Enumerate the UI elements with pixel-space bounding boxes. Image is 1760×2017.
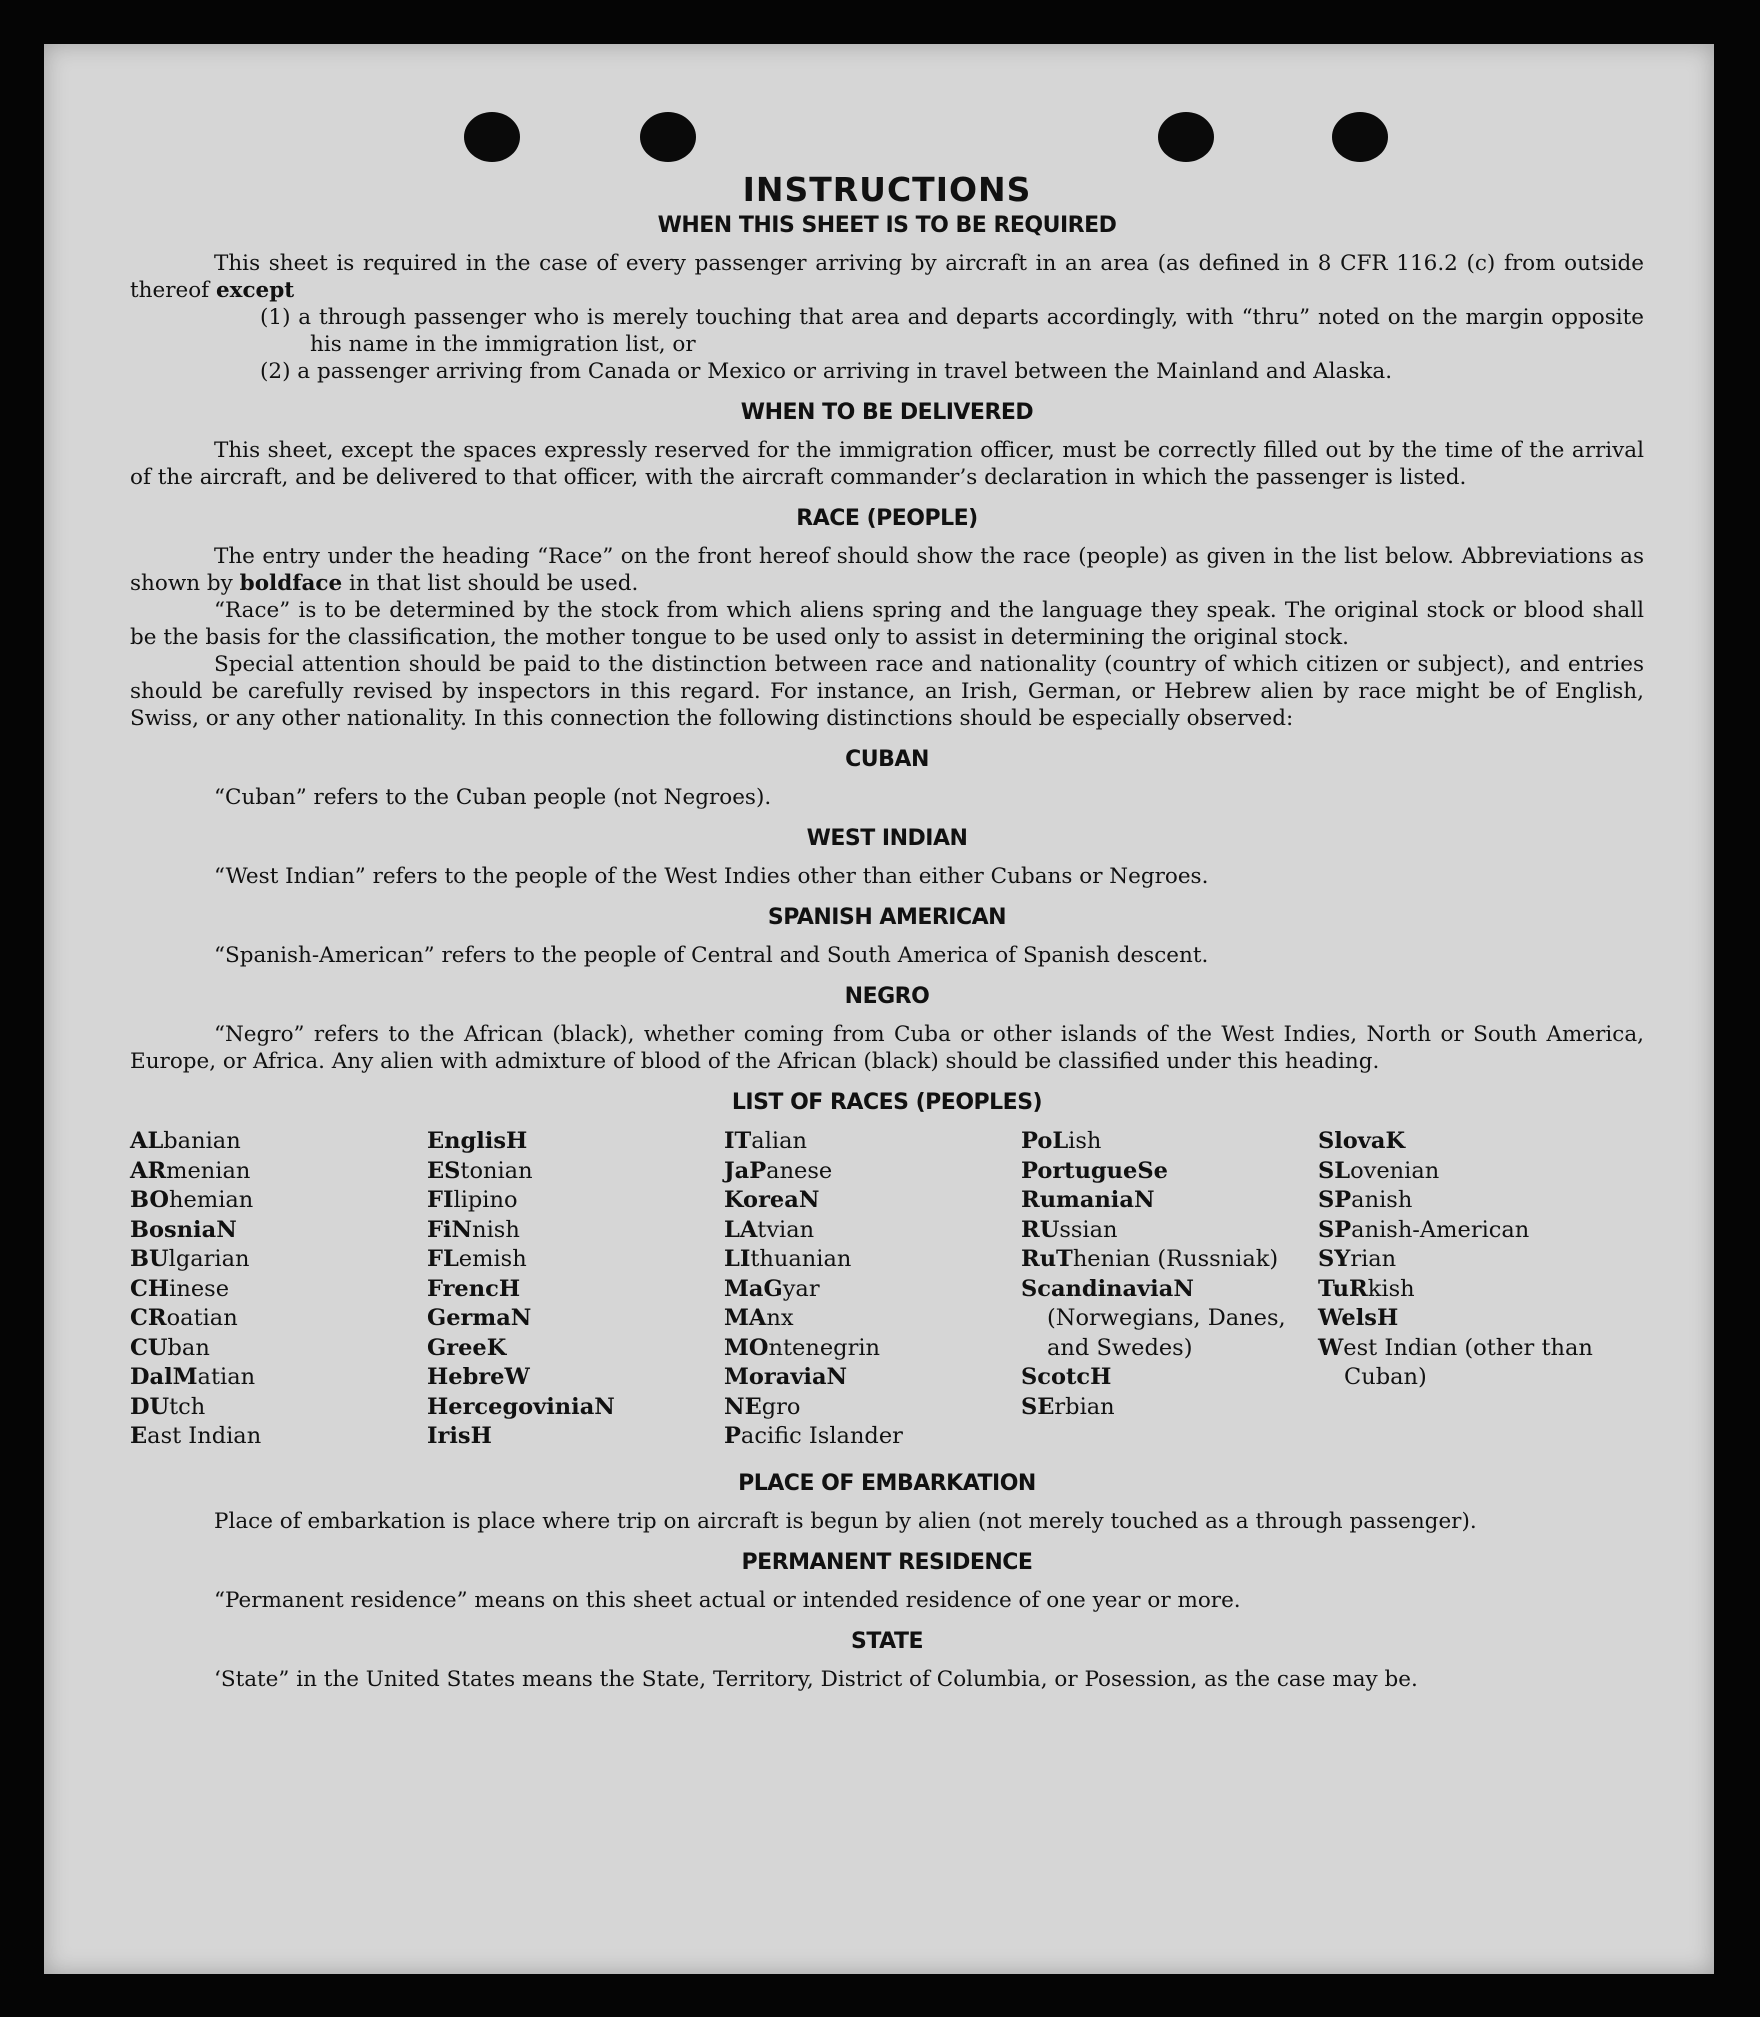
race-entry: [1021, 1245, 1318, 1275]
race-abbrev: SY: [1318, 1246, 1351, 1272]
race-abbrev: Wels: [1318, 1305, 1377, 1331]
race-abbrev: MA: [724, 1305, 767, 1331]
race-rest: atian: [197, 1364, 256, 1390]
race-abbrev: Scotc: [1021, 1364, 1091, 1390]
race-abbrev: LA: [724, 1216, 758, 1243]
race-abbrev: SP: [1318, 1216, 1352, 1243]
race-abbrev: W: [1318, 1334, 1344, 1361]
race-abbrev-end: H: [1090, 1364, 1112, 1390]
delivered-paragraph: This sheet, except the spaces expressly reserved for the immigration officer, must be correctly filled out by the time of the arrival of the aircraft, and be delivered to that officer, with the aircraft commander’s declaration in which the passenger is listed.: [130, 438, 1644, 490]
race-abbrev-end: N: [1133, 1187, 1155, 1213]
instructions-content: [130, 168, 1644, 1693]
race-entry: [1318, 1216, 1615, 1246]
race-rest: inese: [169, 1275, 230, 1302]
heading-list-of-races: LIST OF RACES (PEOPLES): [731, 1090, 1043, 1115]
race-rest: alian: [751, 1128, 807, 1154]
race-entry: [130, 1275, 427, 1305]
race-abbrev-end: N: [510, 1305, 532, 1331]
race-paragraph-2: “Race” is to be determined by the stock from which aliens spring and the language they speak. The original stock or blood shall be the basis for the classification, the mother tongue to be used only to assist in determining the original stock.: [130, 598, 1644, 650]
embarkation-paragraph: Place of embarkation is place where trip on aircraft is begun by alien (not merely touched as a through passenger).: [214, 1508, 1477, 1534]
race-entry: [427, 1363, 724, 1393]
required-item-2: (2) a passenger arriving from Canada or Mexico or arriving in travel between the Mainland and Alaska.: [260, 359, 1393, 384]
race-abbrev: Slova: [1318, 1128, 1386, 1154]
negro-paragraph: “Negro” refers to the African (black), whether coming from Cuba or other islands of the West Indies, North or South America, Europe, or Africa. Any alien with admixture of blood of the African (black) should be classified under this heading.: [130, 1022, 1644, 1074]
race-rest: anish-American: [1351, 1216, 1530, 1243]
race-rest: rian: [1350, 1246, 1397, 1272]
race-entry: [1021, 1127, 1318, 1157]
race-rest: henian (Russniak): [1072, 1246, 1279, 1272]
race-rest: nish: [472, 1216, 520, 1243]
races-column: [130, 1127, 427, 1452]
races-column: [724, 1127, 1021, 1452]
heading-permanent-residence: PERMANENT RESIDENCE: [741, 1549, 1033, 1575]
race-entry: [1318, 1275, 1615, 1305]
race-entry: [130, 1304, 427, 1334]
west-indian-paragraph: “West Indian” refers to the people of the West Indies other than either Cubans or Negroes.: [214, 864, 1209, 889]
race-abbrev: MO: [724, 1334, 769, 1361]
race-rest: tvian: [757, 1216, 815, 1243]
race-abbrev: SE: [1021, 1393, 1055, 1420]
race-entry: [427, 1304, 724, 1334]
race-abbrev: Portugue: [1021, 1157, 1138, 1184]
race-abbrev-end: H: [470, 1423, 492, 1449]
race-entry: [427, 1422, 724, 1452]
race-entry: [1318, 1186, 1615, 1216]
race-abbrev: Moravia: [724, 1364, 827, 1390]
race-rest: tonian: [460, 1157, 533, 1184]
race-abbrev: RuT: [1021, 1246, 1073, 1272]
race-paragraph-1: [130, 543, 1644, 597]
punch-hole: [1158, 112, 1214, 162]
race-rest: ntenegrin: [768, 1334, 881, 1361]
punch-hole: [1332, 112, 1388, 162]
race-text-c: in that list should be used.: [342, 571, 639, 596]
race-entry: [130, 1245, 427, 1275]
race-rest: tch: [169, 1393, 206, 1420]
punch-hole: [464, 112, 520, 162]
race-abbrev: Iris: [427, 1423, 471, 1449]
race-abbrev-end: H: [506, 1128, 528, 1154]
heading-embarkation: PLACE OF EMBARKATION: [738, 1470, 1036, 1496]
race-abbrev: AR: [130, 1157, 167, 1184]
race-abbrev: NE: [724, 1393, 762, 1420]
race-rest: nx: [766, 1305, 794, 1331]
race-abbrev-end: H: [498, 1275, 521, 1302]
race-entry: [130, 1363, 427, 1393]
heading-when-delivered: WHEN TO BE DELIVERED: [740, 400, 1034, 425]
race-entry: [1021, 1157, 1318, 1187]
race-abbrev: FI: [427, 1187, 454, 1213]
race-rest: ast Indian: [147, 1423, 262, 1449]
document-page: [44, 44, 1714, 1974]
race-entry: [130, 1157, 427, 1187]
race-entry: [724, 1422, 1021, 1452]
race-abbrev: BO: [130, 1187, 170, 1213]
race-entry: [724, 1157, 1021, 1187]
page-title: INSTRUCTIONS: [742, 170, 1032, 209]
race-abbrev-end: H: [1376, 1305, 1399, 1331]
required-item-1: (1) a through passenger who is merely touching that area and departs accordingly, with “thru” noted on the margin opposite his name in the immigration list, or: [260, 305, 1644, 357]
races-column: [427, 1127, 724, 1452]
race-entry: [130, 1393, 427, 1423]
race-rest: ovenian: [1350, 1157, 1440, 1184]
race-entry: [130, 1422, 427, 1452]
race-entry: [1021, 1186, 1318, 1216]
race-abbrev: BU: [130, 1246, 169, 1272]
race-abbrev: AL: [130, 1128, 164, 1154]
race-entry: [1021, 1216, 1318, 1246]
race-abbrev: Bosnia: [130, 1216, 217, 1243]
race-abbrev: Hebre: [427, 1364, 505, 1390]
race-entry: [724, 1216, 1021, 1246]
race-rest: emish: [458, 1246, 527, 1272]
race-entry: [724, 1186, 1021, 1216]
race-rest: lipino: [453, 1187, 518, 1213]
race-entry: [130, 1186, 427, 1216]
race-entry: [427, 1157, 724, 1187]
race-entry: [724, 1393, 1021, 1423]
race-entry: [130, 1216, 427, 1246]
race-abbrev: Rumania: [1021, 1187, 1134, 1213]
race-rest: ban: [167, 1334, 210, 1361]
race-entry: [427, 1245, 724, 1275]
race-entry: [1318, 1334, 1615, 1393]
race-abbrev: SL: [1318, 1157, 1351, 1184]
race-abbrev-end: K: [486, 1334, 507, 1361]
races-column: [1021, 1127, 1318, 1452]
required-text: This sheet is required in the case of every passenger arriving by aircraft in an area (as defined in 8 CFR 116.2 (c) from outside thereof: [130, 251, 1644, 303]
race-abbrev: Hercegovinia: [427, 1393, 595, 1420]
race-abbrev-end: Se: [1137, 1157, 1168, 1184]
race-rest: ssian: [1059, 1216, 1118, 1243]
required-paragraph: [130, 250, 1644, 304]
race-entry: [724, 1127, 1021, 1157]
race-abbrev: FL: [427, 1246, 459, 1272]
required-except: except: [215, 278, 295, 303]
race-abbrev: SP: [1318, 1187, 1352, 1213]
races-list: [130, 1127, 1644, 1452]
race-abbrev: DalM: [130, 1364, 198, 1390]
race-entry: [1021, 1275, 1318, 1364]
race-abbrev-end: N: [1173, 1275, 1194, 1302]
race-abbrev: CR: [130, 1305, 167, 1331]
cuban-paragraph: “Cuban” refers to the Cuban people (not Negroes).: [214, 785, 772, 810]
heading-race: RACE (PEOPLE): [796, 506, 978, 531]
race-abbrev: CU: [130, 1334, 168, 1361]
race-rest: rbian: [1054, 1393, 1115, 1420]
race-abbrev-end: N: [594, 1393, 615, 1420]
heading-spanish-american: SPANISH AMERICAN: [767, 905, 1007, 930]
race-rest: lgarian: [168, 1246, 250, 1272]
race-entry: [427, 1393, 724, 1423]
race-entry: [724, 1363, 1021, 1393]
state-paragraph: ‘State” in the United States means the State, Territory, District of Columbia, or Posession, as the case may be.: [214, 1666, 1418, 1692]
race-entry: [1021, 1393, 1318, 1423]
race-rest: anish: [1351, 1187, 1413, 1213]
race-entry: [1318, 1304, 1615, 1334]
race-text-a: The entry under the heading “Race” on the front hereof should show the race (people) as given in the list below. Abbreviations as shown by: [130, 544, 1644, 596]
race-abbrev: TuR: [1318, 1275, 1368, 1302]
race-abbrev: DU: [130, 1393, 170, 1420]
race-abbrev: MaG: [724, 1275, 783, 1302]
race-entry: [724, 1304, 1021, 1334]
race-rest: ish: [1068, 1128, 1102, 1154]
race-abbrev-end: N: [216, 1216, 237, 1243]
race-abbrev: JaP: [724, 1157, 767, 1184]
race-rest: gro: [761, 1393, 801, 1420]
race-rest: banian: [163, 1128, 241, 1154]
punch-hole: [640, 112, 696, 162]
race-entry: [724, 1334, 1021, 1364]
race-abbrev-end: N: [798, 1187, 820, 1213]
spanish-american-paragraph: “Spanish-American” refers to the people of Central and South America of Spanish descent.: [214, 943, 1209, 968]
race-abbrev-end: W: [504, 1364, 530, 1390]
race-rest: hemian: [169, 1187, 254, 1213]
race-abbrev: Frenc: [427, 1275, 499, 1302]
race-abbrev: Gree: [427, 1334, 487, 1361]
race-abbrev: RU: [1021, 1216, 1060, 1243]
race-entry: [1318, 1157, 1615, 1187]
race-abbrev: Scandinavia: [1021, 1275, 1174, 1302]
race-abbrev: Englis: [427, 1128, 507, 1154]
race-rest: anese: [766, 1157, 833, 1184]
residence-paragraph: “Permanent residence” means on this sheet actual or intended residence of one year or more.: [214, 1587, 1241, 1613]
race-entry: [1318, 1245, 1615, 1275]
race-entry: [724, 1245, 1021, 1275]
heading-negro: NEGRO: [844, 984, 930, 1009]
race-abbrev: CH: [130, 1275, 170, 1302]
race-abbrev-end: K: [1385, 1128, 1406, 1154]
race-abbrev: E: [130, 1423, 148, 1449]
race-abbrev: Korea: [724, 1187, 799, 1213]
heading-state: STATE: [851, 1628, 923, 1654]
heading-west-indian: WEST INDIAN: [806, 826, 968, 851]
race-abbrev: LI: [724, 1246, 751, 1272]
race-rest: kish: [1367, 1275, 1415, 1302]
race-abbrev: ES: [427, 1157, 461, 1184]
heading-when-required: WHEN THIS SHEET IS TO BE REQUIRED: [657, 213, 1117, 238]
race-entry: [130, 1334, 427, 1364]
race-rest: oatian: [166, 1305, 238, 1331]
races-column: [1318, 1127, 1615, 1452]
race-rest: menian: [166, 1157, 251, 1184]
heading-cuban: CUBAN: [845, 747, 929, 772]
race-entry: [130, 1127, 427, 1157]
race-note: (Norwegians, Danes, and Swedes): [1047, 1305, 1286, 1361]
race-rest: est Indian (other than Cuban): [1343, 1334, 1593, 1390]
race-abbrev: IT: [724, 1128, 752, 1154]
race-entry: [427, 1275, 724, 1305]
race-abbrev: Germa: [427, 1305, 511, 1331]
race-entry: [1021, 1363, 1318, 1393]
race-rest: thuanian: [750, 1246, 852, 1272]
race-abbrev-end: N: [826, 1364, 848, 1390]
race-abbrev: FiN: [427, 1216, 473, 1243]
race-abbrev: P: [724, 1423, 741, 1449]
race-entry: [724, 1275, 1021, 1305]
race-rest: yar: [782, 1275, 820, 1302]
race-entry: [427, 1186, 724, 1216]
race-entry: [427, 1216, 724, 1246]
race-abbrev: PoL: [1021, 1128, 1069, 1154]
race-entry: [427, 1127, 724, 1157]
race-entry: [1318, 1127, 1615, 1157]
race-text-boldface: boldface: [239, 571, 343, 596]
race-rest: acific Islander: [740, 1423, 903, 1449]
race-paragraph-3: Special attention should be paid to the distinction between race and nationality (country of which citizen or subject), and entries should be carefully revised by inspectors in this regard. For instance, an Irish, German, or Hebrew alien by race might be of English, Swiss, or any other nationality. In this connection the following distinctions should be especially observed:: [130, 652, 1644, 731]
race-entry: [427, 1334, 724, 1364]
